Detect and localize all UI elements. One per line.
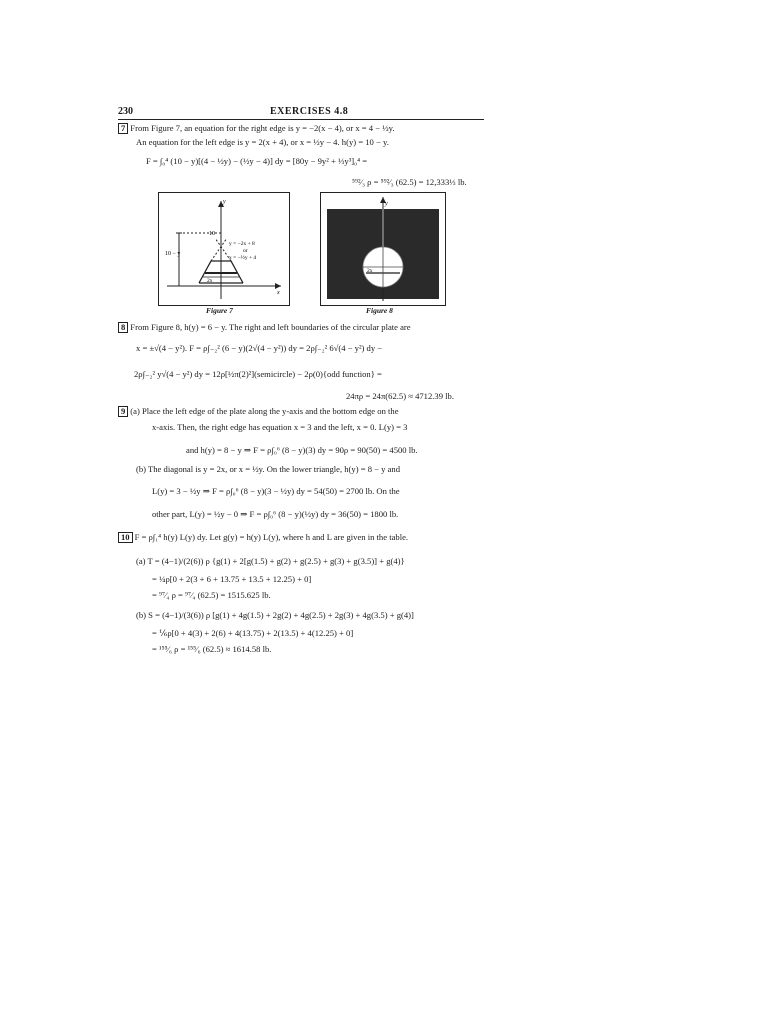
fig7-label-10: 10 [209,231,215,237]
fig7-eq2: x = −½y + 4 [229,255,257,261]
fig7-axis-y: y [223,199,226,205]
ex9-number: 9 [118,406,128,417]
ex8-line-3: 2ρ∫₋₂² y√(4 − y²) dy = 12ρ[½π(2)²](semicircle) − 2ρ(0){odd function} = [134,369,382,379]
fig8-axis-y: y [385,201,388,207]
figure-7-diagram [159,193,289,305]
ex7-line-1: 7 From Figure 7, an equation for the right edge is y = −2(x − 4), or x = 4 − ½y. [118,123,395,134]
figure-8-caption: Figure 8 [366,306,393,315]
header-rule [118,119,484,120]
figure-8-diagram [321,193,445,305]
ex10-b-line-1: (b) S = (4−1)/(3(6)) ρ [g(1) + 4g(1.5) + 2g(2) + 4g(2.5) + 2g(3) + 4g(3.5) + g(4)] [136,610,414,620]
ex7-number: 7 [118,123,128,134]
ex7-line-4: ⁵⁹²⁄₃ ρ = ⁵⁹²⁄₃ (62.5) = 12,333⅓ lb. [352,177,467,187]
ex9-a-line-2: x-axis. Then, the right edge has equation x = 3 and the left, x = 0. L(y) = 3 [152,422,408,432]
ex9-b-line-2: L(y) = 3 − ½y ⇒ F = ρ∫₀⁶ (8 − y)(3 − ½y) dy = 54(50) = 2700 lb. On the [152,486,400,496]
fig7-label-10-minus-y: 10 − y [165,251,181,257]
fig7-eq-or: or [243,248,248,254]
ex9-a-line-3: and h(y) = 8 − y ⇒ F = ρ∫₀⁶ (8 − y)(3) dy = 90ρ = 90(50) = 4500 lb. [186,445,418,455]
ex9-a-line-1: 9 (a) Place the left edge of the plate along the y-axis and the bottom edge on the [118,406,399,417]
fig7-axis-x: x [277,290,280,296]
fig7-eq1: y = −2x + 8 [229,241,255,247]
fig8-label-2x: 2x [367,268,373,274]
ex10-a-line-3: = ⁹⁷⁄₄ ρ = ⁹⁷⁄₄ (62.5) = 1515.625 lb. [152,590,271,600]
ex10-a-line-2: = ¼ρ[0 + 2(3 + 6 + 13.75 + 13.5 + 12.25) + 0] [152,574,312,584]
page-title: EXERCISES 4.8 [270,106,349,117]
ex10-number: 10 [118,532,133,543]
ex8-line-1: 8 From Figure 8, h(y) = 6 − y. The right and left boundaries of the circular plate are [118,322,411,333]
figure-8 [320,192,446,306]
page-header [118,106,484,120]
ex7-line-3: F = ∫₀⁴ (10 − y)[(4 − ½y) − (½y − 4)] dy = [80y − 9y² + ⅓y³]₀⁴ = [146,156,368,166]
ex10-line-1: 10 F = ρ∫₁⁴ h(y) L(y) dy. Let g(y) = h(y) L(y), where h and L are given in the table. [118,532,408,543]
figure-7 [158,192,290,306]
fig7-label-2x: 2x [207,278,213,284]
ex7-line-2: An equation for the left edge is y = 2(x + 4), or x = ½y − 4. h(y) = 10 − y. [136,137,389,147]
ex8-line-2: x = ±√(4 − y²). F = ρ∫₋₂² (6 − y)(2√(4 − y²)) dy = 2ρ∫₋₂² 6√(4 − y²) dy − [136,343,383,353]
ex8-number: 8 [118,322,128,333]
ex10-a-line-1: (a) T = (4−1)/(2(6)) ρ {g(1) + 2[g(1.5) + g(2) + g(2.5) + g(3) + g(3.5)] + g(4)} [136,556,405,566]
ex10-b-line-3: = ¹⁵⁵⁄₆ ρ = ¹⁵⁵⁄₆ (62.5) ≈ 1614.58 lb. [152,644,272,654]
ex10-b-line-2: = ⅙ρ[0 + 4(3) + 2(6) + 4(13.75) + 2(13.5) + 4(12.25) + 0] [152,628,354,638]
ex9-b-line-1: (b) The diagonal is y = 2x, or x = ½y. On the lower triangle, h(y) = 8 − y and [136,464,401,474]
ex9-b-line-3: other part, L(y) = ½y − 0 ⇒ F = ρ∫₀⁶ (8 − y)(½y) dy = 36(50) = 1800 lb. [152,509,399,519]
figure-7-caption: Figure 7 [206,306,233,315]
ex8-line-4: 24πρ = 24π(62.5) ≈ 4712.39 lb. [346,391,454,401]
page-number: 230 [118,106,133,117]
